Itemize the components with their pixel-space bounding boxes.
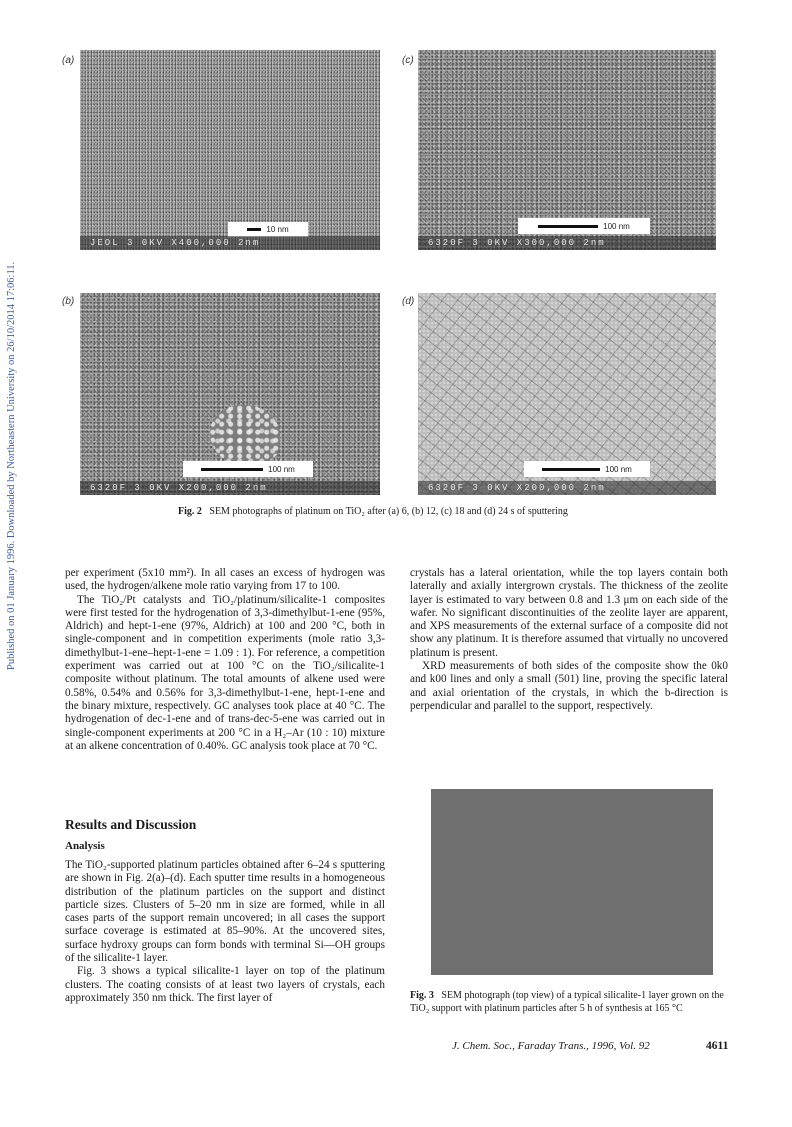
paragraph: per experiment (5x10 mm²). In all cases an excess of hydrogen was used, the hydrogen/alkene mole ratio varying from 17 to 100.: [65, 567, 385, 593]
scale-bar-line: [201, 468, 263, 471]
scale-bar-a: [228, 222, 308, 237]
scale-bar-line: [542, 468, 600, 471]
scale-bar-label: 10 nm: [266, 225, 289, 234]
page-number: 4611: [706, 1040, 729, 1052]
sem-image-c: [418, 50, 716, 250]
sem-footer-b: 6320F 3 0KV X200,000 2nm: [80, 481, 380, 495]
figure-3-caption-text: SEM photograph (top view) of a typical silicalite-1 layer grown on the TiO₂ support with platinum particles after 5 h of synthesis at 165 °C: [410, 990, 724, 1014]
paragraph: The TiO₂-supported platinum particles obtained after 6–24 s sputtering are shown in Fig. 2(a)–(d). Each sputter time results in a homogeneous distribution of the platinum particles on the support and distinct particle sizes. Clusters of 5–20 nm in size are formed, while in all cases parts of the support remain uncovered; in all cases the support surface coverage is estimated at 85–90%. At the uncovered sites, surface hydroxy groups can form bonds with terminal Si—OH groups of the silicalite-1 layer.: [65, 859, 385, 965]
figure-2-caption-label: Fig. 2: [178, 506, 202, 517]
right-column: [410, 567, 728, 713]
uncovered-region: [210, 405, 280, 467]
sem-image-d: [418, 293, 716, 495]
panel-label-d: (d): [402, 296, 415, 307]
figure-2-caption-text: SEM photographs of platinum on TiO₂ after (a) 6, (b) 12, (c) 18 and (d) 24 s of sputtering: [209, 506, 568, 517]
scale-bar-c: [518, 218, 650, 234]
section-title: Results and Discussion: [65, 817, 197, 832]
scale-bar-d: [524, 461, 650, 477]
left-column-top: [65, 567, 385, 753]
scale-bar-b: [183, 461, 313, 477]
paragraph: The TiO₂/Pt catalysts and TiO₂/platinum/silicalite-1 composites were first tested for the hydrogenation of 3,3-dimethylbut-1-ene (95%, Aldrich) and hept-1-ene (97%, Aldrich) at 100 and 200 °C, both in single-component and in competition experiments (mole ratio 3,3-dimethylbut-1-ene–hept-1-ene = 1.09 : 1). For reference, a competition experiment was carried out at 100 °C on the TiO₂/silicalite-1 composite without platinum. The total amounts of alkene used were 0.58%, 0.54% and 0.56% for 3,3-dimethylbut-1-ene, hept-1-ene and the binary mixture, respectively. GC analyses took place at 40 °C. The hydrogenation of dec-1-ene and of trans-dec-5-ene was carried out in single-component experiments at 200 °C in a H₂–Ar (10 : 10) mixture at an alkene concentration of 0.40%. GC analysis took place at 70 °C.: [65, 593, 385, 752]
provenance-note: Published on 01 January 1996. Downloaded by Northeastern University on 26/10/2014 17:06:11.: [6, 261, 17, 670]
paragraph: XRD measurements of both sides of the composite show the 0k0 and k00 lines and only a small (501) line, proving the specific lateral and axial orientation of the crystals, in which the b-direction is perpendicular and parallel to the support, respectively.: [410, 660, 728, 712]
subsection-title: Analysis: [65, 840, 105, 852]
journal-citation: J. Chem. Soc., Faraday Trans., 1996, Vol. 92: [452, 1040, 650, 1052]
panel-label-b: (b): [62, 296, 75, 307]
scale-bar-label: 100 nm: [268, 464, 295, 474]
scale-bar-line: [247, 228, 261, 231]
scale-bar-label: 100 nm: [603, 221, 630, 231]
panel-label-c: (c): [402, 55, 414, 66]
paragraph: crystals has a lateral orientation, while the top layers contain both laterally and axially intergrown crystals. The thickness of the zeolite layer is estimated to vary between 0.8 and 1.3 μm on each side of the wafer. No significant discontinuities of the zeolite layer are apparent, and XPS measurements of the external surface of a composite did not show any platinum. It is therefore assumed that virtually no uncovered platinum is present.: [410, 567, 728, 659]
sem-image-fig3: [431, 789, 713, 975]
sem-image-b: [80, 293, 380, 495]
paragraph: Fig. 3 shows a typical silicalite-1 layer on top of the platinum clusters. The coating consists of at least two layers of crystals, each approximately 350 nm thick. The first layer of: [65, 965, 385, 1004]
sem-footer-d: 6320F 3 0KV X200,000 2nm: [418, 481, 716, 495]
figure-2-caption: [178, 506, 648, 519]
sem-footer-a: JEOL 3 0KV X400,000 2nm: [80, 236, 380, 250]
figure-3-caption: [410, 990, 730, 1015]
panel-label-a: (a): [62, 55, 75, 66]
sem-footer-c: 6320F 3 0KV X300,000 2nm: [418, 236, 716, 250]
scale-bar-label: 100 nm: [605, 464, 632, 474]
left-column-bottom: [65, 859, 385, 1005]
sem-image-a: [80, 50, 380, 250]
scale-bar-line: [538, 225, 598, 228]
figure-3-caption-label: Fig. 3: [410, 990, 434, 1001]
